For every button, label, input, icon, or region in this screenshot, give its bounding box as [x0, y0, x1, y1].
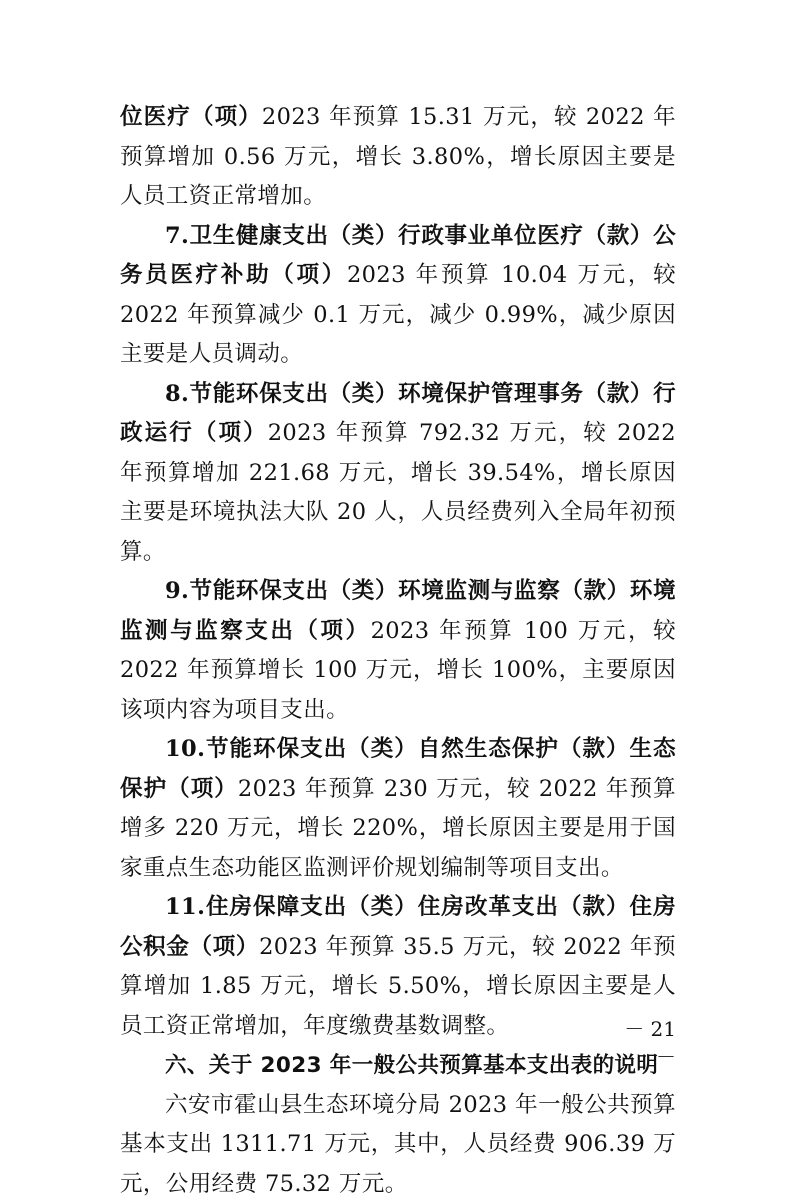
- section-heading: 六、关于 2023 年一般公共预算基本支出表的说明: [120, 1046, 676, 1086]
- item-text: 2023 年预算 35.5 万元，较 2022 年预算增加 1.85 万元，增长 5.50%，增长原因主要是人员工资正常增加，年度缴费基数调整。: [120, 934, 676, 1039]
- paragraph-item-8: [120, 375, 676, 573]
- item-text: 2023 年预算 100 万元，较 2022 年预算增长 100 万元，增长 100%，主要原因该项内容为项目支出。: [120, 618, 676, 723]
- section-body: 六安市霍山县生态环境分局 2023 年一般公共预算基本支出 1311.71 万元，其中，人员经费 906.39 万元，公用经费 75.32 万元。: [120, 1086, 676, 1204]
- item-text: 2023 年预算 230 万元，较 2022 年预算增多 220 万元，增长 220%，增长原因主要是用于国家重点生态功能区监测评价规划编制等项目支出。: [120, 776, 676, 881]
- item-text: 2023 年预算 792.32 万元，较 2022 年预算增加 221.68 万元，增长 39.54%，增长原因主要是环境执法大队 20 人，人员经费列入全局年初预算。: [120, 420, 676, 565]
- paragraph-item-9: [120, 572, 676, 730]
- paragraph-item-6-continued: [120, 98, 676, 217]
- item-title: 9.节能环保支出（类）环境监测与监察（款）环境监测与监察支出（项）: [120, 578, 676, 644]
- item-title: 8.节能环保支出（类）环境保护管理事务（款）行政运行（项）: [120, 381, 676, 447]
- document-body: [120, 98, 676, 1204]
- page-number: － 21 －: [600, 1015, 676, 1071]
- item-title: 11.住房保障支出（类）住房改革支出（款）住房公积金（项）: [120, 894, 676, 960]
- item-text: 2023 年预算 10.04 万元，较 2022 年预算减少 0.1 万元，减少 0.99%，减少原因主要是人员调动。: [120, 262, 676, 367]
- item-text: 2023 年预算 15.31 万元，较 2022 年预算增加 0.56 万元，增长 3.80%，增长原因主要是人员工资正常增加。: [120, 104, 676, 209]
- paragraph-item-10: [120, 730, 676, 888]
- item-title: 10.节能环保支出（类）自然生态保护（款）生态保护（项）: [120, 736, 676, 802]
- paragraph-item-7: [120, 217, 676, 375]
- paragraph-item-11: [120, 888, 676, 1046]
- item-title: 7.卫生健康支出（类）行政事业单位医疗（款）公务员医疗补助（项）: [120, 223, 676, 289]
- item-title: 位医疗（项）: [120, 104, 262, 130]
